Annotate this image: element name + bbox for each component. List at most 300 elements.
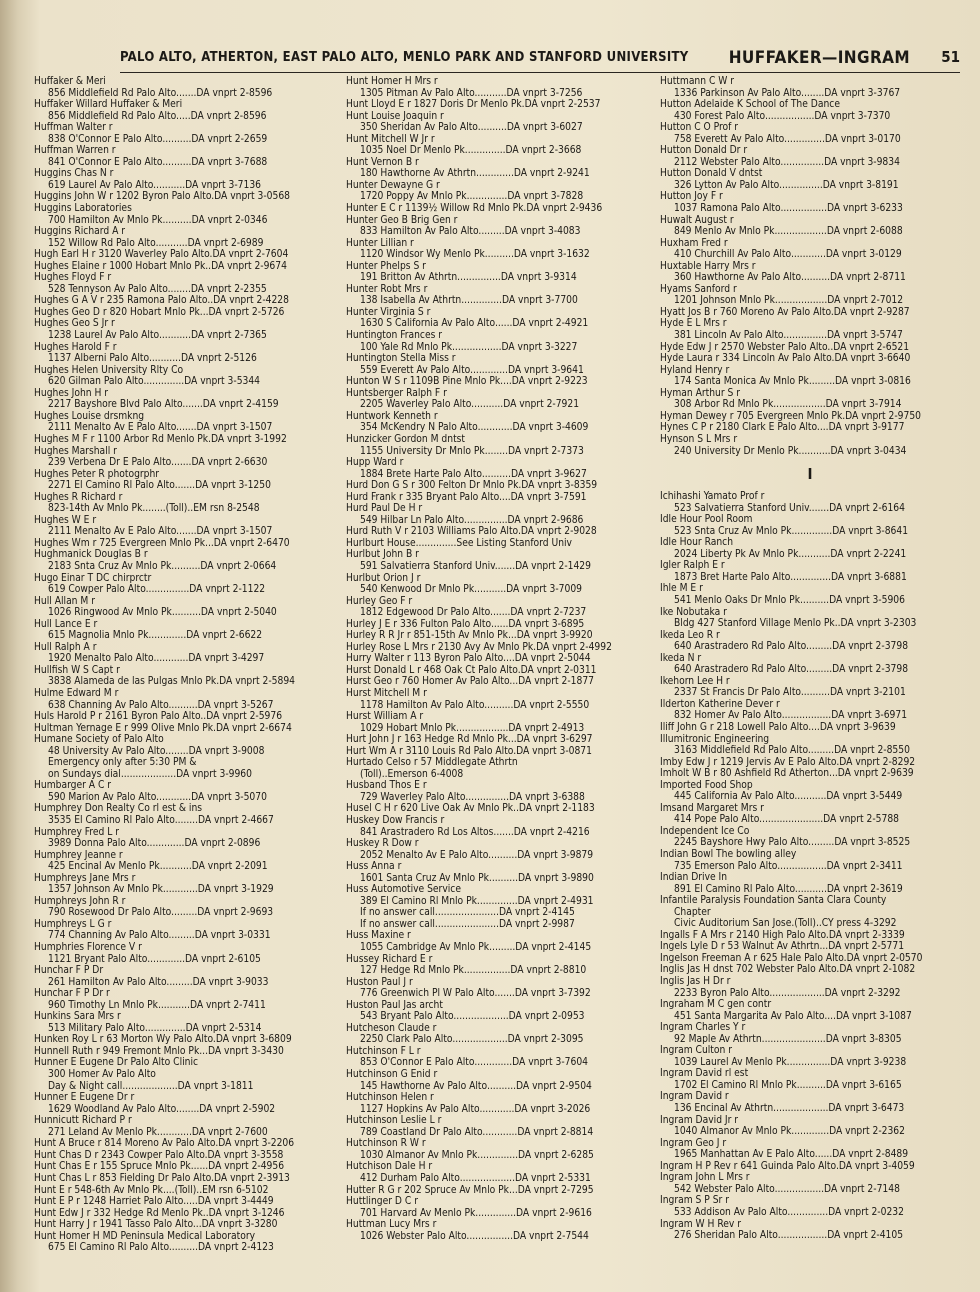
listing-name: Hunter Phelps S r <box>346 260 426 272</box>
listing-name: Independent Ice Co <box>660 825 750 837</box>
listing-detail: 541 Menlo Oaks Dr Mnlo Pk..........DA vnprt 3-5906 <box>674 594 905 606</box>
listing-detail: 1601 Santa Cruz Av Mnlo Pk..........DA vnprt 3-9890 <box>360 872 594 884</box>
listing-name: Hutton Adelaide K School of The Dance <box>660 99 840 111</box>
listing-detail: 1137 Alberni Palo Alto...........DA vnprt 2-5126 <box>48 353 257 365</box>
listing-detail: 774 Channing Av Palo Alto.........DA vnprt 3-0331 <box>48 930 271 942</box>
listing-name: Hunt Lloyd E r 1827 Doris Dr Menlo Pk.DA vnprt 2-2537 <box>346 99 601 111</box>
listing-detail: 1120 Windsor Wy Menlo Pk..........DA vnprt 3-1632 <box>360 249 590 261</box>
listing-name: Huxham Fred r <box>660 237 728 249</box>
listing-name: Hurd Frank r 335 Bryant Palo Alto....DA vnprt 3-7591 <box>346 491 587 503</box>
listing-name: Huffman Walter r <box>34 122 113 134</box>
page-header <box>120 50 960 73</box>
listing-detail: (Toll)..Emerson 6-4008 <box>360 768 464 780</box>
listing-name: Hurtado Celso r 57 Middlegate Athrtn <box>346 757 518 769</box>
listing-name: Hunnicutt Richard P r <box>34 1115 132 1127</box>
listing-name: Igler Ralph E r <box>660 560 725 572</box>
listing-detail: 1155 University Dr Mnlo Pk........DA vnprt 2-7373 <box>360 445 584 457</box>
listing-detail: 729 Waverley Palo Alto...............DA vnprt 3-6388 <box>360 791 585 803</box>
listing-name: Huggins John W r 1202 Byron Palo Alto.DA vnprt 3-0568 <box>34 191 291 203</box>
listing-detail: 1702 El Camino Rl Mnlo Pk..........DA vnprt 3-6165 <box>674 1079 902 1091</box>
listing-detail: 615 Magnolia Mnlo Pk.............DA vnprt 2-6622 <box>48 630 263 642</box>
listing-detail: 389 El Camino Rl Mnlo Pk..............DA vnprt 2-4931 <box>360 895 594 907</box>
listing-name: Ingram Geo J r <box>660 1137 727 1149</box>
listing-name: Hurd Paul De H r <box>346 503 423 515</box>
listing-name: Infantile Paralysis Foundation Santa Clara County <box>660 895 887 907</box>
listing-name: Hughes Harold F r <box>34 341 117 353</box>
listing-name: Hunton W S r 1109B Pine Mnlo Pk....DA vnprt 2-9223 <box>346 376 588 388</box>
listing-name: Hunchar F P Dr r <box>34 988 110 1000</box>
listing-detail: 528 Tennyson Av Palo Alto........DA vnprt 2-2355 <box>48 283 267 295</box>
listing-name: Hurt John J r 163 Hedge Rd Mnlo Pk...DA vnprt 3-6297 <box>346 734 593 746</box>
listing-name: Hunchar F P Dr <box>34 965 104 977</box>
listing-name: Inglis Jas H Dr r <box>660 976 731 988</box>
listing-name: Humane Society of Palo Alto <box>34 734 164 746</box>
listing-detail: 2205 Waverley Palo Alto...........DA vnprt 2-7921 <box>360 399 580 411</box>
listing-name: Hurlbut John B r <box>346 549 419 561</box>
listing-detail: 891 El Camino Rl Palo Alto...........DA vnprt 2-3619 <box>674 883 903 895</box>
listing-name: Ingram S P Sr r <box>660 1195 729 1207</box>
listing-name: Ihle M E r <box>660 583 703 595</box>
listing-name: Hughes John H r <box>34 387 109 399</box>
listing-detail: 261 Hamilton Av Palo Alto.........DA vnprt 3-9033 <box>48 976 269 988</box>
listing-detail: 700 Hamilton Av Mnlo Pk..........DA vnprt 2-0346 <box>48 214 268 226</box>
listing-name: Hutton Donald Dr r <box>660 145 748 157</box>
listing-name: Hunter Robt Mrs r <box>346 283 428 295</box>
listing-name: Ike Nobutaka r <box>660 606 727 618</box>
listing-name: Idle Hour Ranch <box>660 537 734 549</box>
listing-name: Hunken Roy L r 63 Morton Wy Palo Alto.DA vnprt 3-6809 <box>34 1034 292 1046</box>
listing-name: Hughes Elaine r 1000 Hobart Mnlo Pk..DA vnprt 2-9674 <box>34 260 287 272</box>
listing-name: Husband Thos E r <box>346 780 427 792</box>
column-3 <box>660 76 960 1242</box>
listing-name: Hunt Harry J r 1941 Tasso Palo Alto...DA vnprt 3-3280 <box>34 1219 278 1231</box>
listing-name: Hurd Don G S r 300 Felton Dr Mnlo Pk.DA vnprt 3-8359 <box>346 480 598 492</box>
listing-name: Huggins Richard A r <box>34 226 126 238</box>
listing-name: Ingels Lyle D r 53 Walnut Av Athrtn...DA vnprt 2-5771 <box>660 941 905 953</box>
listing-detail: 638 Channing Av Palo Alto..........DA vnprt 3-5267 <box>48 699 274 711</box>
listing-detail: 1720 Poppy Av Mnlo Pk..............DA vnprt 3-7828 <box>360 191 584 203</box>
listing-detail: 152 Willow Rd Palo Alto...........DA vnprt 2-6989 <box>48 237 264 249</box>
listing-detail: 451 Santa Margarita Av Palo Alto....DA vnprt 3-1087 <box>674 1010 912 1022</box>
listing-detail: on Sundays dial...................DA vnprt 3-9960 <box>48 768 252 780</box>
listing-name: Hunner E Eugene Dr r <box>34 1092 135 1104</box>
listing-detail: 758 Everett Av Palo Alto..............DA vnprt 3-0170 <box>674 133 901 145</box>
listing-name: Hutton C O Prof r <box>660 122 739 134</box>
listing-name: Hutcheson Claude r <box>346 1022 437 1034</box>
listing-detail: 640 Arastradero Rd Palo Alto.........DA vnprt 2-3798 <box>674 641 909 653</box>
listing-name: Idle Hour Pool Room <box>660 514 753 526</box>
listing-detail: 1965 Manhattan Av E Palo Alto......DA vnprt 2-8489 <box>674 1149 909 1161</box>
listing-detail: 3838 Alameda de las Pulgas Mnlo Pk.DA vnprt 2-5894 <box>48 676 295 688</box>
listing-name: Hurley R R Jr r 851-15th Av Mnlo Pk...DA vnprt 3-9920 <box>346 630 593 642</box>
listing-name: Hunt Chas D r 2343 Cowper Palo Alto.DA vnprt 3-3558 <box>34 1149 284 1161</box>
listing-name: Huttman Lucy Mrs r <box>346 1219 437 1231</box>
listing-detail: 1026 Webster Palo Alto................DA vnprt 2-7544 <box>360 1230 589 1242</box>
listing-detail: 1305 Pitman Av Palo Alto...........DA vnprt 3-7256 <box>360 87 583 99</box>
listing-detail: If no answer call......................DA vnprt 2-9987 <box>360 918 575 930</box>
listing-detail: 591 Salvatierra Stanford Univ.......DA vnprt 2-1429 <box>360 560 591 572</box>
listing-detail: Civic Auditorium San Jose.(Toll)..CY press 4-3292 <box>674 918 897 930</box>
header-region-title: PALO ALTO, ATHERTON, EAST PALO ALTO, MENLO PARK AND STANFORD UNIVERSITY <box>120 50 689 65</box>
listing-name: Hunt Chas L r 853 Fielding Dr Palo Alto.DA vnprt 2-3913 <box>34 1172 290 1184</box>
listing-detail: 326 Lytton Av Palo Alto...............DA vnprt 3-8191 <box>674 179 899 191</box>
listing-name: Hynson S L Mrs r <box>660 433 738 445</box>
listing-name: Hurlburt House..............See Listing Stanford Univ <box>346 537 572 549</box>
listing-name: Huffman Warren r <box>34 145 116 157</box>
listing-name: Hughes R Richard r <box>34 491 123 503</box>
listing-detail: 832 Homer Av Palo Alto.................DA vnprt 3-6971 <box>674 710 908 722</box>
listing-name: Hughes Peter R photogrphr <box>34 468 160 480</box>
listing-name: Ingram H P Rev r 641 Guinda Palo Alto.DA vnprt 3-4059 <box>660 1160 915 1172</box>
listing-name: Ikehorn Lee H r <box>660 675 730 687</box>
page-number: 51 <box>941 48 960 66</box>
listing-name: Hyman Dewey r 705 Evergreen Mnlo Pk.DA vnprt 2-9750 <box>660 410 921 422</box>
listing-name: Hull Ralph A r <box>34 641 97 653</box>
listing-detail: 549 Hilbar Ln Palo Alto...............DA vnprt 2-9686 <box>360 514 584 526</box>
listing-name: Hussey Richard E r <box>346 953 433 965</box>
listing-name: Hurst Geo r 760 Homer Av Palo Alto...DA vnprt 2-1877 <box>346 676 594 688</box>
listing-name: Hutchinson Leslie L r <box>346 1115 442 1127</box>
listing-name: Hull Allan M r <box>34 595 95 607</box>
listing-detail: 543 Bryant Palo Alto...................DA vnprt 2-0953 <box>360 1011 585 1023</box>
listing-name: Ingalls F A Mrs r 2140 High Palo Alto.DA vnprt 2-3339 <box>660 929 905 941</box>
listing-detail: 2111 Menalto Av E Palo Alto.......DA vnprt 3-1507 <box>48 422 273 434</box>
listing-name: Hutchison Dale H r <box>346 1161 433 1173</box>
listing-name: Hyland Henry r <box>660 364 730 376</box>
listing-detail: 619 Laurel Av Palo Alto...........DA vnprt 3-7136 <box>48 179 261 191</box>
listing-name: Hurley J E r 336 Fulton Palo Alto......DA vnprt 3-6895 <box>346 618 585 630</box>
listing-name: Hullfish W S Capt r <box>34 664 120 676</box>
listing-detail: 856 Middlefield Rd Palo Alto.....DA vnprt 2-8596 <box>48 110 267 122</box>
listing-detail: 2183 Snta Cruz Av Mnlo Pk..........DA vnprt 2-0664 <box>48 560 277 572</box>
listing-name: Imported Food Shop <box>660 779 753 791</box>
listing-detail: 735 Emerson Palo Alto.................DA vnprt 2-3411 <box>674 860 903 872</box>
listing-detail: 308 Arbor Rd Mnlo Pk..................DA vnprt 3-7914 <box>674 399 902 411</box>
listing-detail: 853 O'Connor E Palo Alto.............DA vnprt 3-7604 <box>360 1057 588 1069</box>
listing-detail: 701 Harvard Av Menlo Pk..............DA vnprt 2-9616 <box>360 1207 592 1219</box>
listing-detail: 239 Verbena Dr E Palo Alto.......DA vnprt 2-6630 <box>48 457 268 469</box>
listing-name: Hughes W E r <box>34 514 97 526</box>
listing-detail: 2052 Menalto Av E Palo Alto..........DA vnprt 3-9879 <box>360 849 594 861</box>
listing-detail: 1201 Johnson Mnlo Pk..................DA vnprt 2-7012 <box>674 295 904 307</box>
listing-detail: 2271 El Camino Rl Palo Alto.......DA vnprt 3-1250 <box>48 480 271 492</box>
listing-name: Hunt Homer H MD Peninsula Medical Laboratory <box>34 1230 256 1242</box>
listing-detail: 1030 Almanor Av Mnlo Pk..............DA vnprt 2-6285 <box>360 1149 594 1161</box>
listing-name: Hunt E P r 1248 Harriet Palo Alto.....DA vnprt 3-4449 <box>34 1196 274 1208</box>
listing-detail: 833 Hamilton Av Palo Alto.........DA vnprt 3-4083 <box>360 226 581 238</box>
listing-name: Huls Harold P r 2161 Byron Palo Alto..DA vnprt 2-5976 <box>34 711 283 723</box>
listing-name: Hull Lance E r <box>34 618 98 630</box>
listing-name: Hughmanick Douglas B r <box>34 549 148 561</box>
listing-detail: 841 O'Connor E Palo Alto..........DA vnprt 3-7688 <box>48 156 268 168</box>
listing-name: Hunter Geo B Brig Gen r <box>346 214 458 226</box>
listing-detail: 960 Timothy Ln Mnlo Pk...........DA vnprt 2-7411 <box>48 999 266 1011</box>
listing-detail: 1055 Cambridge Av Mnlo Pk.........DA vnprt 2-4145 <box>360 942 592 954</box>
listing-name: Hurlbut Orion J r <box>346 572 421 584</box>
listing-detail: 1812 Edgewood Dr Palo Alto.......DA vnprt 2-7237 <box>360 607 587 619</box>
listing-name: Huggins Laboratories <box>34 203 132 215</box>
listing-name: Hughes Helen University Rlty Co <box>34 364 184 376</box>
listing-name: Humphreys Jane Mrs r <box>34 872 136 884</box>
listing-detail: 540 Kenwood Dr Mnlo Pk...........DA vnprt 3-7009 <box>360 584 582 596</box>
listing-name: Hunt Homer H Mrs r <box>346 76 438 87</box>
listing-name: Ikeda Leo R r <box>660 629 720 641</box>
listing-name: Hynes C P r 2180 Clark E Palo Alto....DA vnprt 3-9177 <box>660 422 905 434</box>
listing-name: Hughes G A V r 235 Ramona Palo Alto..DA vnprt 2-4228 <box>34 295 289 307</box>
listing-name: Ingram David Jr r <box>660 1114 739 1126</box>
listing-detail: 2250 Clark Palo Alto...................DA vnprt 2-3095 <box>360 1034 584 1046</box>
listing-detail: 523 Snta Cruz Av Mnlo Pk..............DA vnprt 3-8641 <box>674 525 909 537</box>
listing-name: Husel C H r 620 Live Oak Av Mnlo Pk..DA vnprt 2-1183 <box>346 803 595 815</box>
listing-detail: 2337 St Francis Dr Palo Alto..........DA vnprt 3-2101 <box>674 687 906 699</box>
listing-detail: 2245 Bayshore Hwy Palo Alto.........DA vnprt 3-8525 <box>674 837 911 849</box>
listing-name: Hutchinson Helen r <box>346 1092 434 1104</box>
listing-name: Hunter Dewayne G r <box>346 179 440 191</box>
listing-name: Humphreys John R r <box>34 895 126 907</box>
listing-name: Ikeda N r <box>660 652 702 664</box>
listing-name: Hutter R G r 202 Spruce Av Mnlo Pk...DA vnprt 2-7295 <box>346 1184 594 1196</box>
listing-detail: 823-14th Av Mnlo Pk........(Toll)..EM rsn 8-2548 <box>48 503 260 515</box>
listing-name: Humphrey Fred L r <box>34 826 120 838</box>
listing-detail: 590 Marion Av Palo Alto............DA vnprt 3-5070 <box>48 791 267 803</box>
listing-name: Hyatt Jos B r 760 Moreno Av Palo Alto.DA vnprt 2-9287 <box>660 306 910 318</box>
listing-name: Ingraham M C gen contr <box>660 999 772 1011</box>
listing-name: Imsand Margaret Mrs r <box>660 802 764 814</box>
listing-name: Hunt A Bruce r 814 Moreno Av Palo Alto.DA vnprt 3-2206 <box>34 1138 295 1150</box>
listing-name: Inglis Jas H dnst 702 Webster Palo Alto.DA vnprt 2-1082 <box>660 964 916 976</box>
listing-name: Hurst Donald L r 468 Oak Ct Palo Alto.DA vnprt 2-0311 <box>346 664 597 676</box>
listing-detail: 2217 Bayshore Blvd Palo Alto.......DA vnprt 2-4159 <box>48 399 279 411</box>
listing-name: Ingram Charles Y r <box>660 1022 746 1034</box>
listing-name: Hutton Joy F r <box>660 191 723 203</box>
listing-name: Hughes M F r 1100 Arbor Rd Menlo Pk.DA vnprt 3-1992 <box>34 433 287 445</box>
listing-name: Hughes Marshall r <box>34 445 117 457</box>
listing-name: Ilderton Katherine Dever r <box>660 698 780 710</box>
listing-name: Hughes Geo S Jr r <box>34 318 115 330</box>
listing-detail: 838 O'Connor E Palo Alto..........DA vnprt 2-2659 <box>48 133 268 145</box>
listing-detail: 3989 Donna Palo Alto.............DA vnprt 2-0896 <box>48 838 261 850</box>
listing-detail: 640 Arastradero Rd Palo Alto.........DA vnprt 2-3798 <box>674 664 909 676</box>
listing-detail: Day & Night call...................DA vnprt 3-1811 <box>48 1080 254 1092</box>
listing-name: Humbarger A C r <box>34 780 112 792</box>
listing-detail: 620 Gilman Palo Alto..............DA vnprt 3-5344 <box>48 376 261 388</box>
listing-detail: If no answer call......................DA vnprt 2-4145 <box>360 907 575 919</box>
listing-detail: 513 Military Palo Alto..............DA vnprt 2-5314 <box>48 1022 262 1034</box>
listing-detail: 354 McKendry N Palo Alto............DA vnprt 3-4609 <box>360 422 589 434</box>
listing-detail: 1920 Menalto Palo Alto............DA vnprt 3-4297 <box>48 653 265 665</box>
listing-name: Huntington Frances r <box>346 330 443 342</box>
listing-detail: 1121 Bryant Palo Alto.............DA vnprt 2-6105 <box>48 953 261 965</box>
listing-detail: 430 Forest Palo Alto.................DA vnprt 3-7370 <box>674 110 891 122</box>
listing-name: Hutchinson G Enid r <box>346 1069 438 1081</box>
listing-detail: 776 Greenwich Pl W Palo Alto.......DA vnprt 3-7392 <box>360 988 591 1000</box>
listing-name: Huggins Chas N r <box>34 168 114 180</box>
listing-name: Hugh Earl H r 3120 Waverley Palo Alto.DA vnprt 2-7604 <box>34 249 289 261</box>
listing-name: Huntington Stella Miss r <box>346 353 456 365</box>
listing-detail: 138 Isabella Av Athrtn..............DA vnprt 3-7700 <box>360 295 578 307</box>
listing-detail: 3163 Middlefield Rd Palo Alto.........DA vnprt 2-8550 <box>674 745 910 757</box>
header-name-range: HUFFAKER—INGRAM <box>728 48 910 68</box>
listing-detail: 523 Salvatierra Stanford Univ.......DA vnprt 2-6164 <box>674 502 905 514</box>
listing-name: Hunter Lillian r <box>346 237 414 249</box>
listing-name: Hughes Wm r 725 Evergreen Mnlo Pk...DA vnprt 2-6470 <box>34 537 290 549</box>
column-2 <box>346 76 646 1242</box>
listing-detail: 1035 Noel Dr Menlo Pk..............DA vnprt 2-3668 <box>360 145 582 157</box>
listing-detail: 100 Yale Rd Mnlo Pk.................DA vnprt 3-3227 <box>360 341 578 353</box>
listing-name: Hunner E Eugene Dr Palo Alto Clinic <box>34 1057 199 1069</box>
listing-name: Hunter E C r 1139½ Willow Rd Mnlo Pk.DA vnprt 2-9436 <box>346 203 603 215</box>
listing-name: Humphrey Jeanne r <box>34 849 123 861</box>
listing-detail: 136 Encinal Av Athrtn...................DA vnprt 3-6473 <box>674 1103 905 1115</box>
listing-name: Huntwork Kenneth r <box>346 410 438 422</box>
listing-detail: 3535 El Camino Rl Palo Alto........DA vnprt 2-4667 <box>48 815 274 826</box>
listing-detail: 191 Britton Av Athrtn...............DA vnprt 3-9314 <box>360 272 577 284</box>
listing-detail: 412 Durham Palo Alto...................DA vnprt 2-5331 <box>360 1172 591 1184</box>
listing-detail: 1238 Laurel Av Palo Alto...........DA vnprt 2-7365 <box>48 330 267 342</box>
listing-name: Hugo Einar T DC chirprctr <box>34 572 152 584</box>
listing-name: Hyde Laura r 334 Lincoln Av Palo Alto.DA vnprt 3-6640 <box>660 353 911 365</box>
listing-detail: 2111 Menalto Av E Palo Alto.......DA vnprt 3-1507 <box>48 526 273 538</box>
listing-name: Huston Paul J r <box>346 976 413 988</box>
listing-detail: 1630 S California Av Palo Alto......DA vnprt 2-4921 <box>360 318 589 330</box>
listing-name: Hunt Edw J r 332 Hedge Rd Menlo Pk..DA vnprt 3-1246 <box>34 1207 285 1219</box>
listing-name: Hyde E L Mrs r <box>660 318 727 330</box>
listing-name: Hunnell Ruth r 949 Fremont Mnlo Pk...DA vnprt 3-3430 <box>34 1045 284 1057</box>
listing-detail: 145 Hawthorne Av Palo Alto..........DA vnprt 2-9504 <box>360 1080 592 1092</box>
listing-detail: 414 Pope Palo Alto......................DA vnprt 2-5788 <box>674 814 899 826</box>
listing-name: Illumitronic Engineering <box>660 733 770 745</box>
listing-name: Huss Automotive Service <box>346 884 461 896</box>
listing-detail: Chapter <box>674 906 711 918</box>
listing-name: Huffaker Willard Huffaker & Meri <box>34 99 183 111</box>
listing-name: Hunter Virginia S r <box>346 306 431 318</box>
listing-name: Hunt Chas E r 155 Spruce Mnlo Pk......DA vnprt 2-4956 <box>34 1161 285 1173</box>
listing-detail: 1037 Ramona Palo Alto................DA vnprt 3-6233 <box>674 203 903 215</box>
listing-name: Hutchinson R W r <box>346 1138 426 1150</box>
listing-detail: 1127 Hopkins Av Palo Alto............DA vnprt 3-2026 <box>360 1103 591 1115</box>
listing-detail: 48 University Av Palo Alto........DA vnprt 3-9008 <box>48 745 265 757</box>
listing-name: Hurd Ruth V r 2103 Williams Palo Alto.DA vnprt 2-9028 <box>346 526 597 538</box>
listing-detail: 1336 Parkinson Av Palo Alto........DA vnprt 3-3767 <box>674 87 901 99</box>
listing-name: Hultman Yernage E r 999 Olive Mnlo Pk.DA vnprt 2-6674 <box>34 722 292 734</box>
listing-detail: 559 Everett Av Palo Alto.............DA vnprt 3-9641 <box>360 364 584 376</box>
listing-name: Hyman Arthur S r <box>660 387 740 399</box>
listing-name: Hurt Wm A r 3110 Louis Rd Palo Alto.DA vnprt 3-0871 <box>346 745 592 757</box>
listing-detail: Emergency only after 5:30 PM & <box>48 757 197 769</box>
listing-name: Huston Paul Jas archt <box>346 999 443 1011</box>
listing-name: Iliff John G r 218 Lowell Palo Alto....DA vnprt 3-9639 <box>660 721 896 733</box>
listing-name: Hunt Louise Joaquin r <box>346 110 444 122</box>
listing-detail: 849 Menlo Av Mnlo Pk..................DA vnprt 2-6088 <box>674 226 903 238</box>
section-letter: I <box>807 465 813 484</box>
listing-name: Huttmann C W r <box>660 76 735 87</box>
listing-detail: 360 Hawthorne Av Palo Alto..........DA vnprt 2-8711 <box>674 272 906 284</box>
listing-name: Hutton Donald V dntst <box>660 168 763 180</box>
listing-detail: 425 Encinal Av Menlo Pk...........DA vnprt 2-2091 <box>48 861 268 873</box>
listing-name: Ichihashi Yamato Prof r <box>660 491 765 503</box>
listing-detail: 542 Webster Palo Alto.................DA vnprt 2-7148 <box>674 1183 900 1195</box>
listing-detail: 180 Hawthorne Av Athrtn.............DA vnprt 2-9241 <box>360 168 590 180</box>
listing-name: Huskey R Dow r <box>346 838 419 850</box>
listing-name: Ingelson Freeman A r 625 Hale Palo Alto.DA vnprt 2-0570 <box>660 952 923 964</box>
listing-detail: 300 Homer Av Palo Alto <box>48 1069 156 1081</box>
listing-detail: 790 Rosewood Dr Palo Alto.........DA vnprt 2-9693 <box>48 907 274 919</box>
listing-name: Huttlinger D C r <box>346 1196 418 1208</box>
listing-name: Humphrey Don Realty Co rl est & ins <box>34 803 203 815</box>
listing-name: Hurry Walter r 113 Byron Palo Alto....DA vnprt 2-5044 <box>346 653 591 665</box>
listing-detail: 1040 Almanor Av Mnlo Pk.............DA vnprt 2-2362 <box>674 1126 905 1138</box>
listing-name: Hunt Mitchell W Jr r <box>346 133 435 145</box>
listing-detail: 1026 Ringwood Av Mnlo Pk..........DA vnprt 2-5040 <box>48 607 277 619</box>
listing-name: Hughes Geo D r 820 Hobart Mnlo Pk...DA vnprt 2-5726 <box>34 306 285 318</box>
listing-name: Hupp Ward r <box>346 457 404 469</box>
listing-name: Hulme Edward M r <box>34 687 119 699</box>
listing-name: Ingram David r <box>660 1091 729 1103</box>
listing-detail: 271 Leland Av Menlo Pk............DA vnprt 2-7600 <box>48 1126 268 1138</box>
listing-name: Hunt E r 548-6th Av Mnlo Pk....(Toll)..EM rsn 6-5102 <box>34 1184 269 1196</box>
listing-name: Ingram Culton r <box>660 1045 732 1057</box>
column-1 <box>34 76 334 1254</box>
listing-detail: 619 Cowper Palo Alto...............DA vnprt 2-1122 <box>48 584 266 596</box>
listing-name: Imholt W B r 80 Ashfield Rd Atherton...DA vnprt 2-9639 <box>660 768 914 780</box>
listing-name: Huwalt August r <box>660 214 734 226</box>
listing-detail: 445 California Av Palo Alto...........DA vnprt 3-5449 <box>674 791 903 803</box>
listing-detail: 2112 Webster Palo Alto...............DA vnprt 3-9834 <box>674 156 900 168</box>
listing-name: Huntsberger Ralph F r <box>346 387 447 399</box>
listing-name: Indian Bowl The bowling alley <box>660 849 797 860</box>
listing-name: Hurley Rose L Mrs r 2130 Avy Av Mnlo Pk.DA vnprt 2-4992 <box>346 641 612 653</box>
listing-detail: 127 Hedge Rd Mnlo Pk................DA vnprt 2-8810 <box>360 965 587 977</box>
listing-name: Ingram David rl est <box>660 1068 749 1080</box>
listing-detail: 2233 Byron Palo Alto...................DA vnprt 2-3292 <box>674 987 901 999</box>
listing-detail: 675 El Camino Rl Palo Alto..........DA vnprt 2-4123 <box>48 1242 274 1254</box>
listing-detail: 533 Addison Av Palo Alto..............DA vnprt 2-0232 <box>674 1206 904 1218</box>
listing-name: Huss Maxine r <box>346 930 411 942</box>
listing-detail: 789 Coastland Dr Palo Alto............DA vnprt 2-8814 <box>360 1126 594 1138</box>
listing-name: Huss Anna r <box>346 861 402 873</box>
listing-name: Huffaker & Meri <box>34 76 106 87</box>
listing-name: Huxtable Harry Mrs r <box>660 260 756 272</box>
listing-detail: 350 Sheridan Av Palo Alto..........DA vnprt 3-6027 <box>360 122 583 134</box>
listing-name: Hurst Mitchell M r <box>346 687 427 699</box>
listing-name: Hyde Edw J r 2570 Webster Palo Alto..DA vnprt 2-6521 <box>660 341 910 353</box>
listing-detail: 1039 Laurel Av Menlo Pk...............DA vnprt 3-9238 <box>674 1056 907 1068</box>
listing-name: Hurley Geo F r <box>346 595 413 607</box>
listing-name: Ingram John L Mrs r <box>660 1172 750 1184</box>
listing-detail: 1884 Brete Harte Palo Alto..........DA vnprt 3-9627 <box>360 468 587 480</box>
listing-name: Hunt Vernon B r <box>346 156 419 168</box>
listing-name: Hunkins Sara Mrs r <box>34 1011 121 1023</box>
listing-detail: Bldg 427 Stanford Village Menlo Pk..DA vnprt 3-2303 <box>674 618 917 630</box>
listing-detail: 841 Arastradero Rd Los Altos.......DA vnprt 2-4216 <box>360 826 590 838</box>
listing-detail: 1178 Hamilton Av Palo Alto..........DA vnprt 2-5550 <box>360 699 590 711</box>
listing-detail: 92 Maple Av Athrtn......................DA vnprt 3-8305 <box>674 1033 902 1045</box>
listing-detail: 381 Lincoln Av Palo Alto...............DA vnprt 3-5747 <box>674 330 903 342</box>
listing-detail: 174 Santa Monica Av Mnlo Pk.........DA vnprt 3-0816 <box>674 376 911 388</box>
listing-detail: 1029 Hobart Mnlo Pk..................DA vnprt 2-4913 <box>360 722 585 734</box>
listing-name: Humphreys L G r <box>34 918 112 930</box>
listing-name: Hughes Floyd F r <box>34 272 112 284</box>
listing-detail: 856 Middlefield Rd Palo Alto.......DA vnprt 2-8596 <box>48 87 273 99</box>
listing-detail: 1873 Bret Harte Palo Alto..............DA vnprt 3-6881 <box>674 571 907 583</box>
listing-detail: 1357 Johnson Av Mnlo Pk............DA vnprt 3-1929 <box>48 884 274 896</box>
listing-name: Humphries Florence V r <box>34 942 142 954</box>
listing-detail: 240 University Dr Menlo Pk...........DA vnprt 3-0434 <box>674 445 907 457</box>
listing-name: Imby Edw J r 1219 Jervis Av E Palo Alto.DA vnprt 2-8292 <box>660 756 916 768</box>
listing-name: Hunzicker Gordon M dntst <box>346 433 466 445</box>
listing-name: Hughes Louise drsmkng <box>34 410 145 422</box>
listing-name: Hyams Sanford r <box>660 283 737 295</box>
